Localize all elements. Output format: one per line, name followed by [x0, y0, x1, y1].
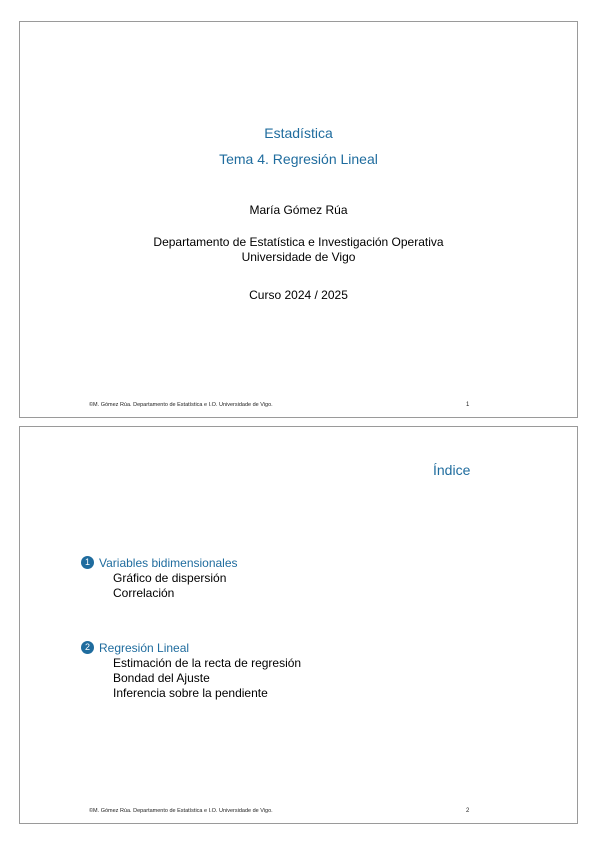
page-number: 2: [466, 808, 470, 814]
subsection-item[interactable]: Estimación de la recta de regresión: [113, 656, 302, 670]
subsection-item[interactable]: Correlación: [113, 586, 175, 600]
index-section: [81, 641, 301, 701]
author-name: María Gómez Rúa: [249, 203, 348, 217]
section-title[interactable]: Regresión Lineal: [99, 641, 190, 655]
index-section: [81, 556, 238, 601]
index-title: Índice: [433, 462, 471, 478]
presentation-title: Estadística: [264, 125, 333, 141]
subsection-item[interactable]: Bondad del Ajuste: [113, 671, 210, 685]
course-year: Curso 2024 / 2025: [249, 288, 348, 302]
section-number-badge: 2: [81, 641, 94, 654]
university-name: Universidade de Vigo: [241, 250, 356, 264]
section-title[interactable]: Variables bidimensionales: [99, 556, 238, 570]
slide-2: [19, 426, 578, 824]
subsection-item[interactable]: Gráfico de dispersión: [113, 571, 227, 585]
slide-footer: ©M. Gómez Rúa. Departamento de Estatística e I.O. Universidade de Vigo.: [89, 402, 273, 408]
slide-1: [19, 21, 578, 418]
department-name: Departamento de Estatística e Investigación Operativa: [153, 235, 444, 249]
presentation-subtitle: Tema 4. Regresión Lineal: [219, 151, 378, 167]
page-number: 1: [466, 402, 470, 408]
subsection-item[interactable]: Inferencia sobre la pendiente: [113, 686, 268, 700]
slide-footer: ©M. Gómez Rúa. Departamento de Estatística e I.O. Universidade de Vigo.: [89, 808, 273, 814]
section-number-badge: 1: [81, 556, 94, 569]
